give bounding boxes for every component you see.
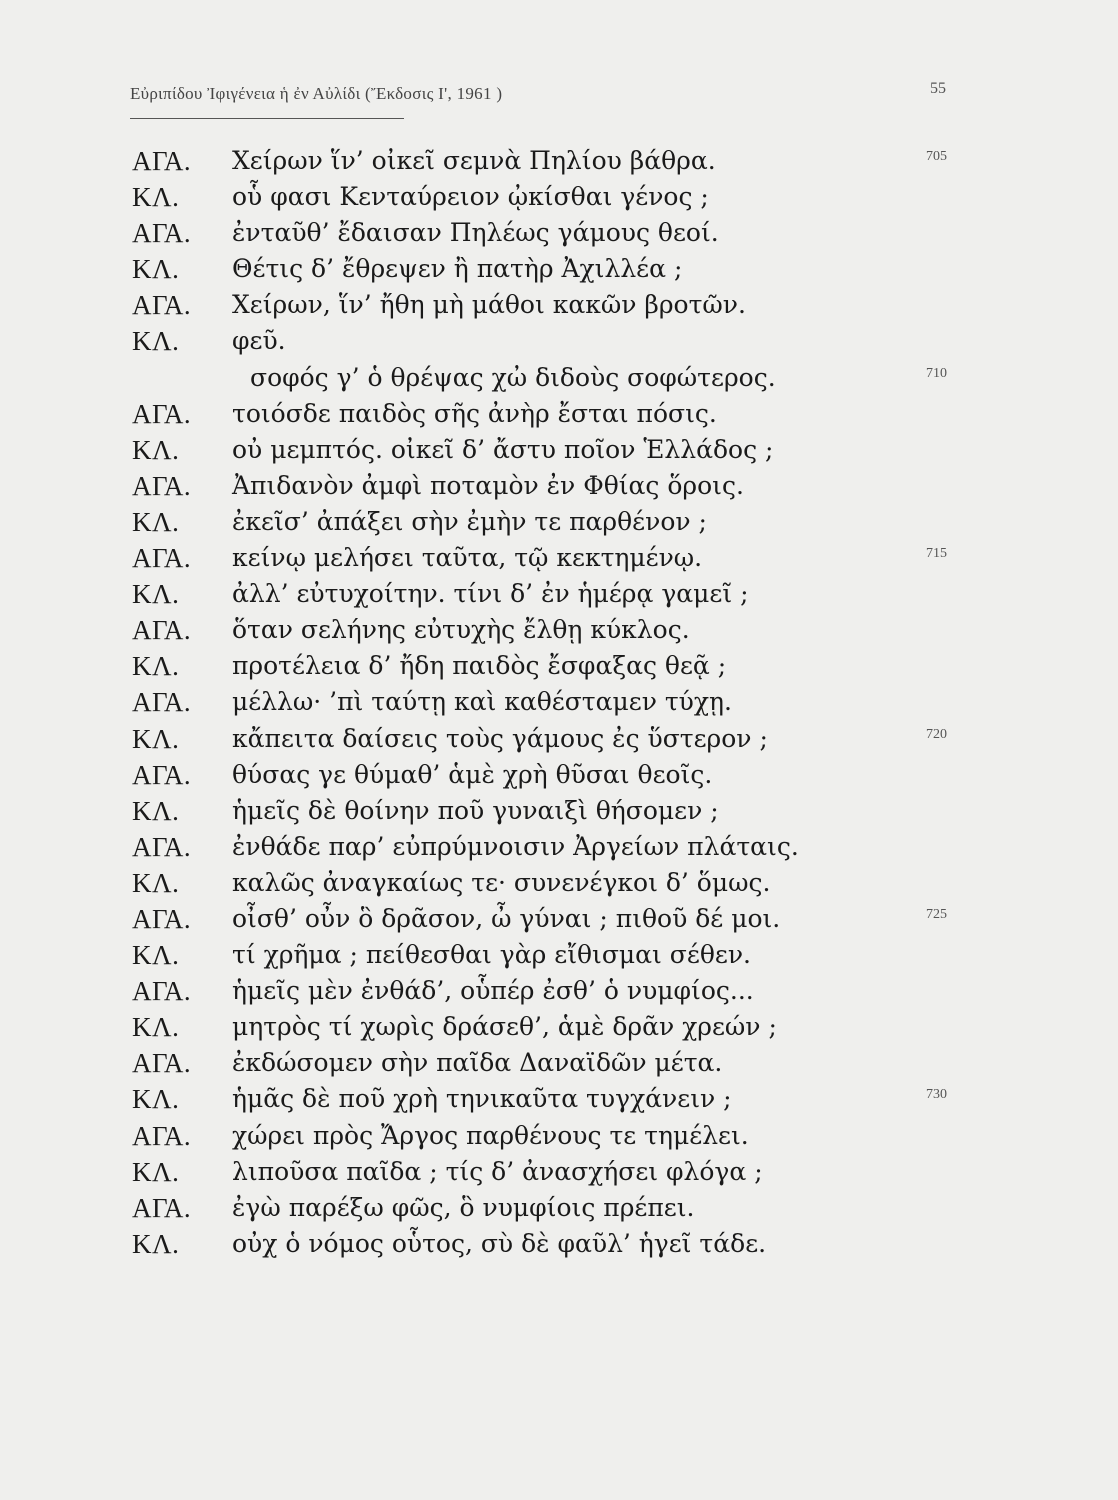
verse-text: οὐ μεμπτός. οἰκεῖ δ’ ἄστυ ποῖον Ἑλλάδος ;: [232, 434, 774, 464]
speaker-label: ΚΛ.: [132, 254, 180, 285]
speaker-label: ΚΛ.: [132, 795, 180, 826]
verse-text: Χείρων ἵν’ οἰκεῖ σεμνὰ Πηλίου βάθρα.: [232, 146, 716, 175]
speaker-label: ΑΓΑ.: [132, 831, 192, 862]
header-rule: [130, 118, 404, 119]
speaker-label: ΚΛ.: [132, 723, 180, 754]
speaker-label: ΚΛ.: [132, 1012, 180, 1043]
verse-text: κείνῳ μελήσει ταῦτα, τῷ κεκτημένῳ.: [232, 543, 703, 573]
verse-text: ἐκδώσομεν σὴν παῖδα Δαναϊδῶν μέτα.: [232, 1048, 723, 1078]
page-number: 55: [930, 80, 946, 97]
verse-line: [0, 323, 1118, 359]
verse-line: [0, 865, 1118, 901]
verse-text: μητρὸς τί χωρὶς δράσεθ’, ἁμὲ δρᾶν χρεών ;: [232, 1012, 777, 1042]
verse-line: [0, 540, 1118, 576]
verse-text: ἡμᾶς δὲ ποῦ χρὴ τηνικαῦτα τυγχάνειν ;: [232, 1084, 732, 1114]
verse-line: [0, 396, 1118, 432]
verse-text: ὅταν σελήνης εὐτυχὴς ἔλθῃ κύκλος.: [232, 615, 690, 645]
speaker-label: ΚΛ.: [132, 1228, 180, 1259]
speaker-label: ΚΛ.: [132, 182, 180, 213]
speaker-label: ΚΛ.: [132, 326, 180, 357]
verse-line: [0, 360, 1118, 396]
verse-line: [0, 1118, 1118, 1154]
verse-text: τοιόσδε παιδὸς σῆς ἀνὴρ ἔσται πόσις.: [232, 398, 717, 428]
verse-text: οὐχ ὁ νόμος οὗτος, σὺ δὲ φαῦλ’ ἡγεῖ τάδε.: [232, 1228, 767, 1258]
verse-line: [0, 468, 1118, 504]
speaker-label: ΑΓΑ.: [132, 543, 192, 574]
verse-line: [0, 684, 1118, 720]
verse-text: οὗ φασι Κενταύρειον ᾠκίσθαι γένος ;: [232, 182, 709, 212]
verse-text: καλῶς ἀναγκαίως τε· συνενέγκοι δ’ ὅμως.: [232, 867, 771, 897]
verse-line: [0, 937, 1118, 973]
verse-line: [0, 576, 1118, 612]
verse-line: [0, 721, 1118, 757]
speaker-label: ΚΛ.: [132, 651, 180, 682]
verse-text: σοφός γ’ ὁ θρέψας χὠ διδοὺς σοφώτερος.: [250, 362, 776, 392]
verse-line: [0, 1154, 1118, 1190]
verse-line: [0, 757, 1118, 793]
verse-line: [0, 793, 1118, 829]
verse-line: [0, 973, 1118, 1009]
verse-line: [0, 1226, 1118, 1262]
verse-line: [0, 1081, 1118, 1117]
verse-text: ἡμεῖς μὲν ἐνθάδ’, οὗπέρ ἐσθ’ ὁ νυμφίος...: [232, 976, 754, 1006]
line-number: 725: [926, 906, 947, 922]
verse-line: [0, 648, 1118, 684]
speaker-label: ΑΓΑ.: [132, 615, 192, 646]
speaker-label: ΚΛ.: [132, 434, 180, 465]
verse-text: ἐνταῦθ’ ἔδαισαν Πηλέως γάμους θεοί.: [232, 218, 719, 248]
speaker-label: ΚΛ.: [132, 940, 180, 971]
verse-line: [0, 251, 1118, 287]
verse-text: ἐκεῖσ’ ἀπάξει σὴν ἐμὴν τε παρθένον ;: [232, 506, 707, 536]
speaker-label: ΑΓΑ.: [132, 1120, 192, 1151]
speaker-label: ΑΓΑ.: [132, 1048, 192, 1079]
verse-line: [0, 504, 1118, 540]
verse-line: [0, 612, 1118, 648]
verse-text: ἡμεῖς δὲ θοίνην ποῦ γυναιξὶ θήσομεν ;: [232, 795, 719, 825]
verse-line: [0, 1190, 1118, 1226]
verse-text: φεῦ.: [232, 326, 286, 356]
running-header: Εὐριπίδου Ἰφιγένεια ἡ ἐν Αὐλίδι (Ἔκδοσις Ι', 1961 ): [130, 84, 503, 103]
speaker-label: ΑΓΑ.: [132, 976, 192, 1007]
verse-text: μέλλω· ’πὶ ταύτῃ καὶ καθέσταμεν τύχῃ.: [232, 687, 732, 717]
verse-text: λιποῦσα παῖδα ; τίς δ’ ἀνασχήσει φλόγα ;: [232, 1156, 763, 1186]
verse-line: [0, 179, 1118, 215]
speaker-label: ΑΓΑ.: [132, 146, 192, 176]
speaker-label: ΑΓΑ.: [132, 687, 192, 718]
verse-line: [0, 432, 1118, 468]
speaker-label: ΑΓΑ.: [132, 398, 192, 429]
verse-text: ἐγὼ παρέξω φῶς, ὃ νυμφίοις πρέπει.: [232, 1192, 695, 1222]
verse-text: προτέλεια δ’ ἤδη παιδὸς ἔσφαξας θεᾷ ;: [232, 651, 727, 681]
verse-text: Χείρων, ἵν’ ἤθη μὴ μάθοι κακῶν βροτῶν.: [232, 290, 746, 320]
verse-line: [0, 287, 1118, 323]
line-number: 710: [926, 365, 947, 381]
speaker-label: ΚΛ.: [132, 506, 180, 537]
verse-text: Θέτις δ’ ἔθρεψεν ἢ πατὴρ Ἀχιλλέα ;: [232, 254, 683, 284]
verse-line: [0, 1009, 1118, 1045]
verse-line: [0, 829, 1118, 865]
verse-line: [0, 901, 1118, 937]
speaker-label: ΚΛ.: [132, 1084, 180, 1115]
speaker-label: ΑΓΑ.: [132, 903, 192, 934]
speaker-label: ΚΛ.: [132, 1156, 180, 1187]
line-number: 730: [926, 1087, 947, 1103]
verse-text: θύσας γε θύμαθ’ ἁμὲ χρὴ θῦσαι θεοῖς.: [232, 759, 713, 789]
verse-text: Ἀπιδανὸν ἀμφὶ ποταμὸν ἐν Φθίας ὅροις.: [232, 470, 744, 500]
verse-line: [0, 1045, 1118, 1081]
verse-text: κἄπειτα δαίσεις τοὺς γάμους ἐς ὕστερον ;: [232, 723, 768, 753]
line-number: 715: [926, 546, 947, 562]
speaker-label: ΑΓΑ.: [132, 759, 192, 790]
speaker-label: ΑΓΑ.: [132, 1192, 192, 1223]
verse-text: ἐνθάδε παρ’ εὐπρύμνοισιν Ἀργείων πλάταις.: [232, 831, 799, 861]
verse-text: τί χρῆμα ; πείθεσθαι γὰρ εἴθισμαι σέθεν.: [232, 940, 751, 970]
verse-lines: [0, 143, 1118, 1262]
speaker-label: ΑΓΑ.: [132, 470, 192, 501]
verse-text: ἀλλ’ εὐτυχοίτην. τίνι δ’ ἐν ἡμέρᾳ γαμεῖ ;: [232, 579, 749, 609]
speaker-label: ΚΛ.: [132, 579, 180, 610]
verse-text: χώρει πρὸς Ἄργος παρθένους τε τημέλει.: [232, 1120, 749, 1150]
line-number: 720: [926, 726, 947, 742]
speaker-label: ΑΓΑ.: [132, 290, 192, 321]
verse-text: οἶσθ’ οὖν ὃ δρᾶσον, ὦ γύναι ; πιθοῦ δέ μοι.: [232, 903, 781, 933]
verse-line: [0, 143, 1118, 179]
verse-line: [0, 215, 1118, 251]
speaker-label: ΑΓΑ.: [132, 218, 192, 249]
line-number: 705: [926, 149, 947, 164]
speaker-label: ΚΛ.: [132, 867, 180, 898]
